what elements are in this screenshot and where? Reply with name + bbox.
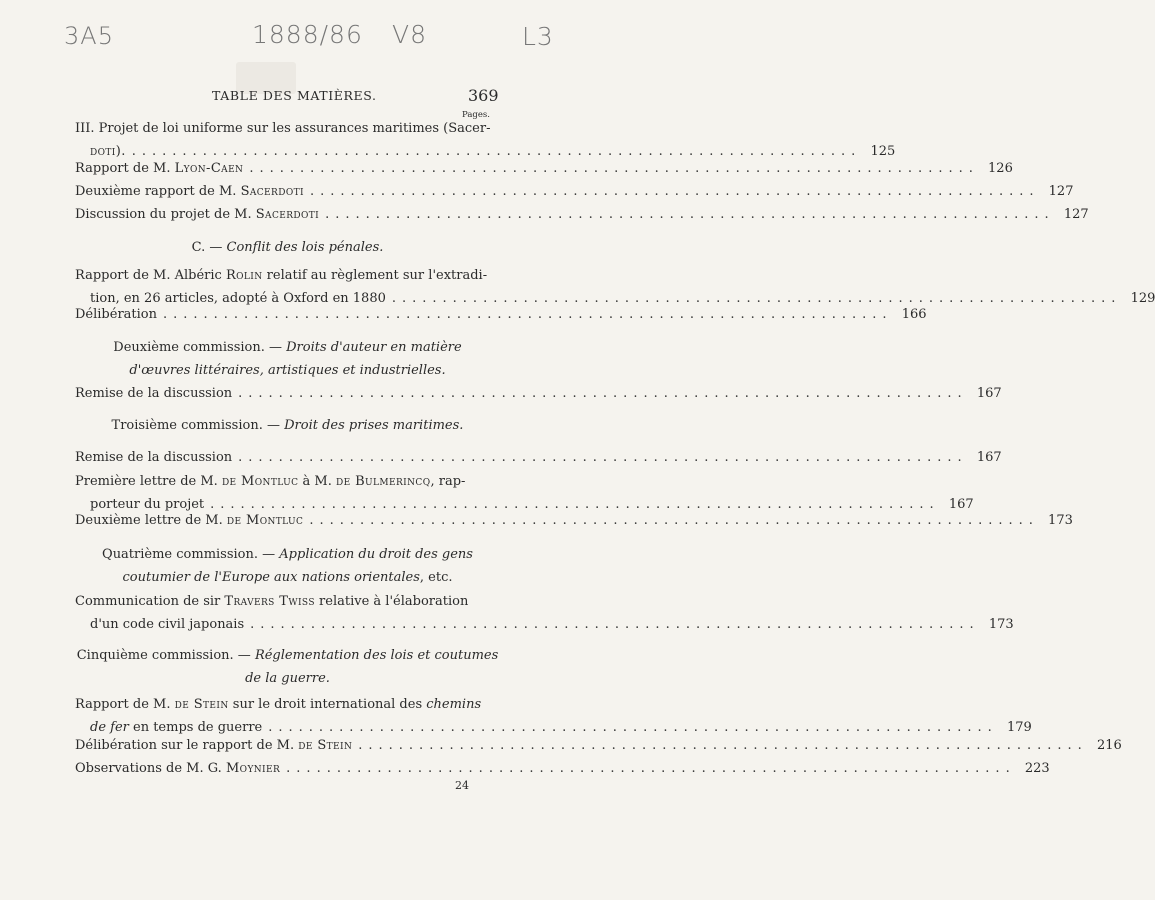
entry-page: 166 — [901, 307, 927, 322]
entry-text: d'un code civil japonais — [90, 617, 245, 632]
entry-deuxieme-rapport — [75, 180, 1074, 203]
entry-deliberation — [75, 303, 927, 326]
running-header: TABLE DES MATIÈRES. — [212, 88, 377, 103]
entry-page: 167 — [976, 386, 1002, 401]
entry-text: tion, en 26 articles, adopté à Oxford en 1880 — [90, 291, 386, 306]
section-heading-troisieme-commission — [75, 414, 500, 437]
entry-page: 179 — [1006, 720, 1032, 735]
entry-page: 167 — [948, 497, 974, 512]
leader-dots: ........................................................................ — [249, 161, 979, 176]
handwritten-note-3: V8 — [392, 20, 428, 49]
heading-italic: Droits d'auteur en matière — [286, 340, 462, 355]
entry-author: de Montluc — [221, 474, 299, 489]
section-heading-quatrieme-commission — [75, 543, 500, 589]
entry-text: Observations de M. G. — [75, 761, 226, 776]
entry-page: 129 — [1130, 291, 1155, 306]
entry-rapport-lyon-caen — [75, 157, 1013, 180]
leader-dots: ........................................................................ — [391, 291, 1122, 306]
leader-dots: ........................................................................ — [286, 761, 1016, 776]
heading-italic: Réglementation des lois et coutumes — [254, 648, 499, 663]
entry-page: 223 — [1024, 761, 1050, 776]
entry-text: Rapport de M. — [75, 161, 175, 176]
leader-dots: ........................................................................ — [268, 720, 998, 735]
entry-remise-2 — [75, 446, 1002, 469]
entry-rapport-stein — [75, 693, 1032, 739]
leader-dots: ........................................................................ — [163, 307, 893, 322]
entry-text: , rap- — [430, 474, 466, 489]
leader-dots: ........................................................................ — [309, 513, 1039, 528]
entry-author: Rolin — [225, 268, 263, 283]
entry-text: Remise de la discussion — [75, 386, 233, 401]
entry-communication — [75, 590, 1014, 636]
heading-roman: Deuxième commission. — — [113, 340, 287, 355]
entry-text: sur le droit international des — [228, 697, 427, 712]
heading-italic: de la guerre. — [245, 671, 330, 686]
heading-italic: Conflit des lois pénales. — [226, 240, 384, 255]
entry-page: 125 — [870, 144, 896, 159]
entry-text: à M. — [298, 474, 336, 489]
leader-dots: ........................................................................ — [358, 738, 1088, 753]
entry-text: relative à l'élaboration — [314, 594, 469, 609]
leader-dots: ........................................................................ — [238, 450, 968, 465]
entry-author: de Stein — [174, 697, 229, 712]
entry-page: 173 — [1048, 513, 1073, 528]
section-heading-deuxieme-commission — [75, 336, 500, 382]
entry-page: 216 — [1096, 738, 1122, 753]
section-heading-cinquieme-commission — [75, 644, 500, 690]
entry-text: Délibération — [75, 307, 157, 322]
entry-author: de Bulmerincq — [335, 474, 431, 489]
entry-italic: de fer — [90, 720, 129, 735]
handwritten-note-4: L3 — [522, 22, 554, 51]
pages-label: Pages. — [462, 110, 490, 120]
entry-text: Deuxième lettre de M. — [75, 513, 227, 528]
heading-italic: Application du droit des gens — [279, 547, 473, 562]
entry-author: Sacerdoti — [240, 184, 304, 199]
entry-author: de Stein — [298, 738, 353, 753]
heading-roman: Cinquième commission. — — [76, 648, 255, 663]
heading-roman: , etc. — [419, 570, 453, 585]
entry-author: Lyon-Caen — [174, 161, 244, 176]
page-number: 369 — [468, 86, 499, 105]
heading-roman: C. — — [191, 240, 227, 255]
leader-dots: ........................................................................ — [238, 386, 968, 401]
entry-text: Remise de la discussion — [75, 450, 233, 465]
entry-author: Sacerdoti — [255, 207, 320, 222]
entry-page: 173 — [988, 617, 1014, 632]
entry-remise-1 — [75, 382, 1002, 405]
section-heading-c — [75, 236, 500, 259]
leader-dots: ........................................................................ — [325, 207, 1055, 222]
heading-roman: Troisième commission. — — [111, 418, 285, 433]
entry-text: Deuxième rapport de M. — [75, 184, 241, 199]
entry-text: doti). — [90, 144, 126, 159]
entry-deuxieme-lettre — [75, 509, 1073, 532]
heading-italic: coutumier de l'Europe aux nations orientales — [122, 570, 420, 585]
handwritten-note-2: 1888/86 — [252, 20, 363, 49]
heading-italic: d'œuvres littéraires, artistiques et industrielles. — [129, 363, 446, 378]
leader-dots: ........................................................................ — [210, 497, 940, 512]
entry-text: III. Projet de loi uniforme sur les assurances maritimes (Sacer- — [75, 121, 491, 136]
entry-page: 167 — [976, 450, 1002, 465]
entry-text: Délibération sur le rapport de M. — [75, 738, 299, 753]
entry-discussion — [75, 203, 1089, 226]
entry-page: 127 — [1063, 207, 1089, 222]
entry-page: 126 — [988, 161, 1013, 176]
entry-text: Rapport de M. — [75, 697, 175, 712]
entry-italic: chemins — [426, 697, 482, 712]
entry-text: Communication de sir — [75, 594, 225, 609]
entry-text: Première lettre de M. — [75, 474, 222, 489]
entry-author: de Montluc — [226, 513, 304, 528]
heading-italic: Droit des prises maritimes. — [284, 418, 464, 433]
leader-dots: ........................................................................ — [309, 184, 1040, 199]
entry-text: Rapport de M. Albéric — [75, 268, 226, 283]
entry-text: en temps de guerre — [128, 720, 263, 735]
entry-author: Travers Twiss — [224, 594, 315, 609]
heading-roman: Quatrième commission. — — [102, 547, 280, 562]
entry-text: relatif au règlement sur l'extradi- — [262, 268, 488, 283]
entry-observations — [75, 757, 1050, 780]
entry-deliberation-stein — [75, 734, 1122, 757]
leader-dots: ........................................................................ — [131, 144, 862, 159]
entry-author: Moynier — [225, 761, 281, 776]
entry-text: porteur du projet — [90, 497, 205, 512]
entry-text: Discussion du projet de M. — [75, 207, 256, 222]
leader-dots: ........................................................................ — [250, 617, 980, 632]
entry-page: 127 — [1048, 184, 1074, 199]
handwritten-note-1: 3A5 — [64, 22, 114, 50]
signature-mark: 24 — [455, 779, 469, 792]
